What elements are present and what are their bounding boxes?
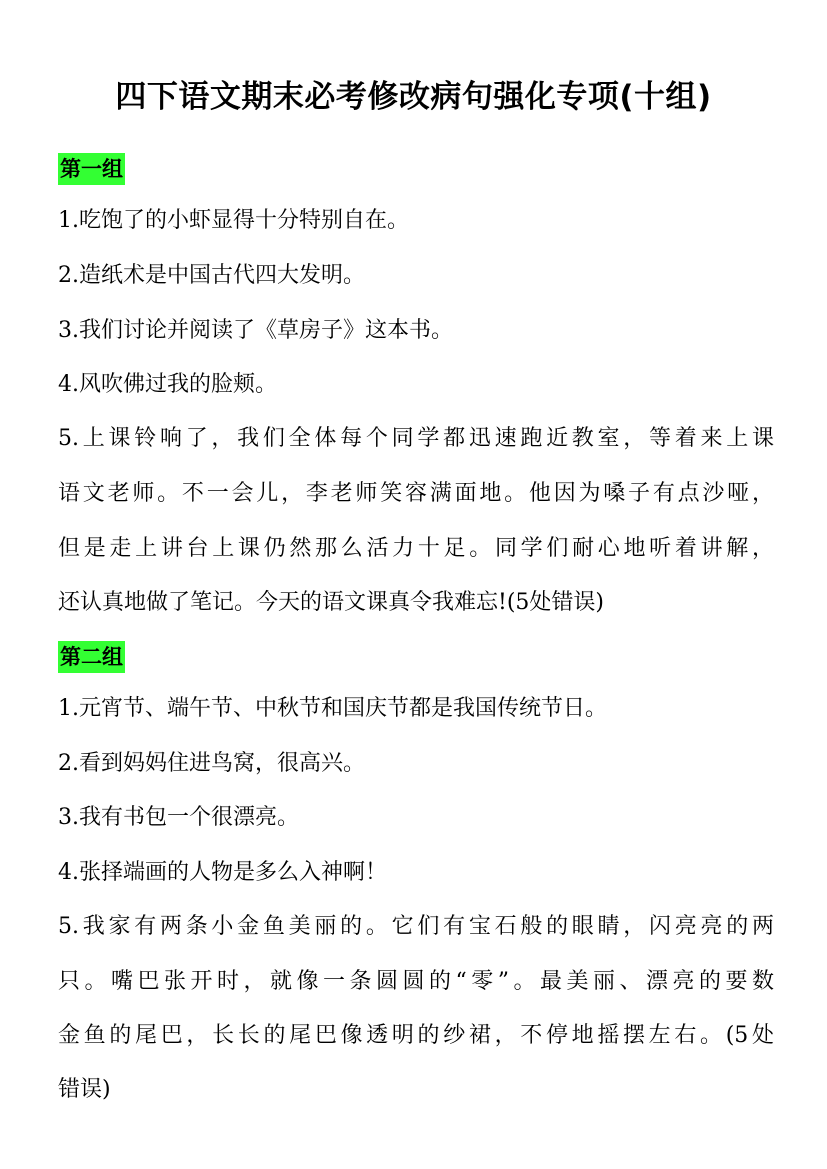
paragraph-1-line-4: 还认真地做了笔记。今天的语文课真令我难忘!(5处错误) bbox=[58, 590, 605, 615]
question-2-1: 1.元宵节、端午节、中秋节和国庆节都是我国传统节日。 bbox=[58, 696, 607, 721]
question-1-4: 4.风吹佛过我的脸颊。 bbox=[58, 372, 277, 397]
question-1-1: 1.吃饱了的小虾显得十分特别自在。 bbox=[58, 208, 409, 233]
question-2-4: 4.张择端画的人物是多么入神啊！ bbox=[58, 860, 387, 885]
question-2-2: 2.看到妈妈住进鸟窝，很高兴。 bbox=[58, 751, 365, 776]
paragraph-2-line-1: 5.我家有两条小金鱼美丽的。它们有宝石般的眼睛，闪亮亮的两 bbox=[58, 914, 774, 939]
paragraph-2-line-3: 金鱼的尾巴，长长的尾巴像透明的纱裙，不停地摇摆左右。(5处 bbox=[58, 1023, 774, 1048]
question-1-2: 2.造纸术是中国古代四大发明。 bbox=[58, 263, 365, 288]
paragraph-1-line-2: 语文老师。不一会儿，李老师笑容满面地。他因为嗓子有点沙哑， bbox=[58, 481, 774, 506]
group-label-2: 第二组 bbox=[58, 641, 125, 673]
paragraph-2-line-2: 只。嘴巴张开时，就像一条圆圆的“零”。最美丽、漂亮的要数 bbox=[58, 969, 774, 994]
group-label-1: 第一组 bbox=[58, 153, 125, 185]
question-2-3: 3.我有书包一个很漂亮。 bbox=[58, 805, 299, 830]
question-1-3: 3.我们讨论并阅读了《草房子》这本书。 bbox=[58, 318, 453, 343]
paragraph-1-line-3: 但是走上讲台上课仍然那么活力十足。同学们耐心地听着讲解， bbox=[58, 536, 774, 561]
paragraph-1-line-1: 5.上课铃响了，我们全体每个同学都迅速跑近教室，等着来上课 bbox=[58, 426, 774, 451]
paragraph-2-line-4: 错误) bbox=[58, 1077, 111, 1102]
page-title: 四下语文期末必考修改病句强化专项(十组) bbox=[115, 79, 712, 115]
